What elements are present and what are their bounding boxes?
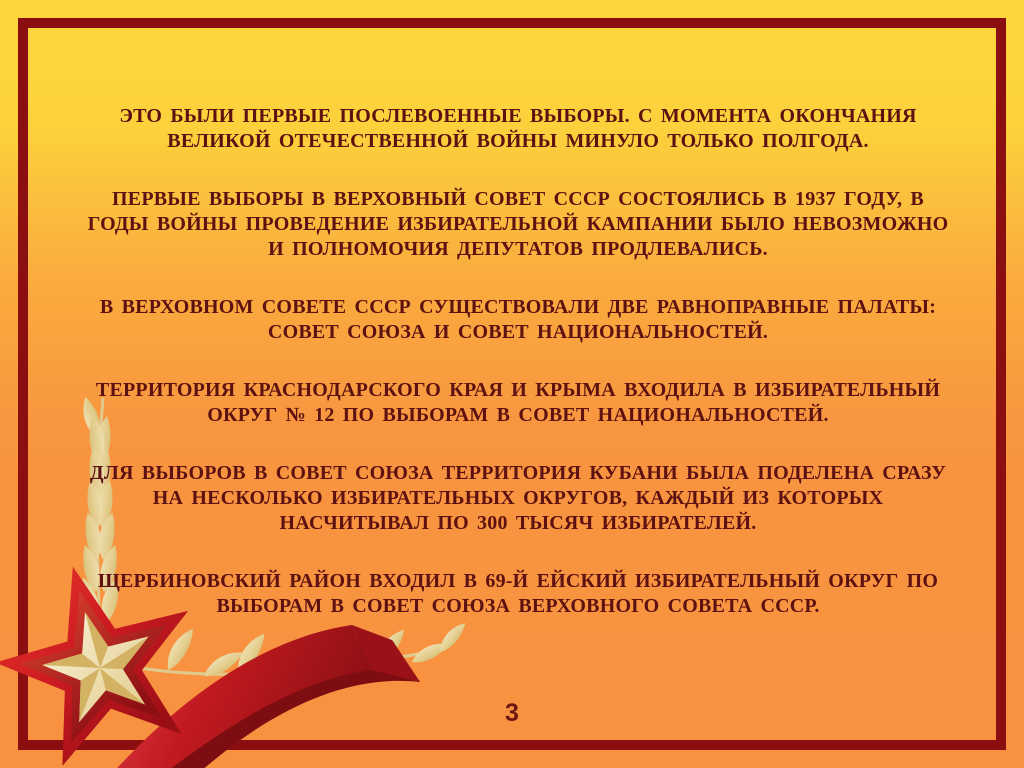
paragraph-line: ДЛЯ ВЫБОРОВ В СОВЕТ СОЮЗА ТЕРРИТОРИЯ КУБАНИ БЫЛА ПОДЕЛЕНА СРАЗУ: [89, 462, 947, 484]
slide-paragraph: [78, 295, 958, 345]
paragraph-line: ВЕЛИКОЙ ОТЕЧЕСТВЕННОЙ ВОЙНЫ МИНУЛО ТОЛЬКО ПОЛГОДА.: [167, 130, 869, 152]
paragraph-line: В ВЕРХОВНОМ СОВЕТЕ СССР СУЩЕСТВОВАЛИ ДВЕ РАВНОПРАВНЫЕ ПАЛАТЫ:: [99, 296, 937, 318]
paragraph-line: ОКРУГ № 12 ПО ВЫБОРАМ В СОВЕТ НАЦИОНАЛЬНОСТЕЙ.: [207, 404, 829, 426]
slide-paragraph: [78, 461, 958, 536]
page-number: 3: [505, 699, 519, 727]
paragraph-line: СОВЕТ СОЮЗА И СОВЕТ НАЦИОНАЛЬНОСТЕЙ.: [267, 321, 769, 343]
slide-paragraph: [78, 569, 958, 619]
paragraph-line: НАСЧИТЫВАЛ ПО 300 ТЫСЯЧ ИЗБИРАТЕЛЕЙ.: [279, 512, 757, 534]
paragraph-line: ЭТО БЫЛИ ПЕРВЫЕ ПОСЛЕВОЕННЫЕ ВЫБОРЫ. С МОМЕНТА ОКОНЧАНИЯ: [119, 105, 917, 127]
slide-text-block: [78, 0, 958, 652]
paragraph-line: И ПОЛНОМОЧИЯ ДЕПУТАТОВ ПРОДЛЕВАЛИСЬ.: [268, 238, 768, 260]
paragraph-line: ПЕРВЫЕ ВЫБОРЫ В ВЕРХОВНЫЙ СОВЕТ СССР СОСТОЯЛИСЬ В 1937 ГОДУ, В: [112, 188, 924, 210]
slide-paragraph: [78, 187, 958, 262]
paragraph-line: ТЕРРИТОРИЯ КРАСНОДАРСКОГО КРАЯ И КРЫМА ВХОДИЛА В ИЗБИРАТЕЛЬНЫЙ: [95, 379, 941, 401]
paragraph-line: НА НЕСКОЛЬКО ИЗБИРАТЕЛЬНЫХ ОКРУГОВ, КАЖДЫЙ ИЗ КОТОРЫХ: [152, 487, 884, 509]
slide-paragraph: [78, 378, 958, 428]
paragraph-line: ГОДЫ ВОЙНЫ ПРОВЕДЕНИЕ ИЗБИРАТЕЛЬНОЙ КАМПАНИИ БЫЛО НЕВОЗМОЖНО: [87, 213, 949, 235]
paragraph-line: ВЫБОРАМ В СОВЕТ СОЮЗА ВЕРХОВНОГО СОВЕТА СССР.: [216, 595, 820, 617]
paragraph-line: ЩЕРБИНОВСКИЙ РАЙОН ВХОДИЛ В 69-Й ЕЙСКИЙ ИЗБИРАТЕЛЬНЫЙ ОКРУГ ПО: [97, 570, 939, 592]
slide-paragraph: [78, 104, 958, 154]
